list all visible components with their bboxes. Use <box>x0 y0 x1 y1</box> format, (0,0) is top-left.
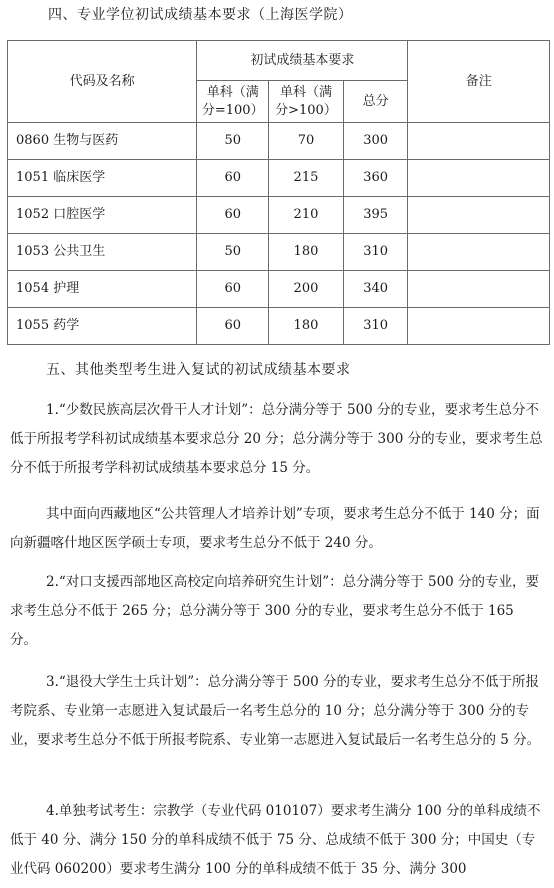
header-code-name: 代码及名称 <box>8 41 197 123</box>
header-single-gt100 <box>269 81 344 123</box>
row-name: 1054 护理 <box>8 271 197 308</box>
header-single-100-line1: 单科（满 <box>206 84 259 100</box>
row-name: 1055 药学 <box>8 308 197 345</box>
paragraph-tibet-xinjiang: 其中面向西藏地区“公共管理人才培养计划”专项，要求考生总分不低于 140 分；面向新疆喀什地区医学硕士专项，要求考生总分不低于 240 分。 <box>10 506 540 551</box>
row-single-gt100: 200 <box>269 271 344 308</box>
row-note <box>408 271 550 308</box>
row-note <box>408 123 550 160</box>
row-name: 1053 公共卫生 <box>8 234 197 271</box>
header-single-100-line2: 分=100） <box>201 102 264 118</box>
header-single-gt100-line1: 单科（满 <box>279 84 332 100</box>
row-single-100: 60 <box>197 197 269 234</box>
header-single-100 <box>197 81 269 123</box>
row-total: 310 <box>343 234 408 271</box>
row-note <box>408 197 550 234</box>
row-note <box>408 234 550 271</box>
row-note <box>408 160 550 197</box>
row-single-gt100: 215 <box>269 160 344 197</box>
header-total: 总分 <box>343 81 408 123</box>
row-single-100: 60 <box>197 160 269 197</box>
row-total: 300 <box>343 123 408 160</box>
table-row <box>8 197 550 234</box>
row-total: 340 <box>343 271 408 308</box>
row-single-gt100: 210 <box>269 197 344 234</box>
row-note <box>408 308 550 345</box>
row-total: 395 <box>343 197 408 234</box>
paragraph-veteran-plan: 3.“退役大学生士兵计划”：总分满分等于 500 分的专业，要求考生总分不低于所报考院系、专业第一志愿进入复试最后一名考生总分的 10 分；总分满分等于 300 分的专业，要求考生总分不低于所报考院系、专业第一志愿进入复试最后一名考生总分的 5 分。 <box>10 674 541 748</box>
header-single-gt100-line2: 分>100） <box>275 102 337 118</box>
row-single-100: 60 <box>197 308 269 345</box>
table-row <box>8 271 550 308</box>
row-single-100: 50 <box>197 234 269 271</box>
header-score-group: 初试成绩基本要求 <box>197 41 408 81</box>
section-5-title: 五、其他类型考生进入复试的初试成绩基本要求 <box>46 362 351 378</box>
row-name: 1052 口腔医学 <box>8 197 197 234</box>
row-name: 1051 临床医学 <box>8 160 197 197</box>
row-total: 360 <box>343 160 408 197</box>
row-total: 310 <box>343 308 408 345</box>
paragraph-minority-plan: 1.“少数民族高层次骨干人才计划”：总分满分等于 500 分的专业，要求考生总分不低于所报考学科初试成绩基本要求总分 20 分；总分满分等于 300 分的专业，要求考生总分不低于所报考学科初试成绩基本要求总分 15 分。 <box>10 402 543 476</box>
table-row <box>8 234 550 271</box>
paragraph-independent-exam: 4.单独考试考生：宗教学（专业代码 010107）要求考生满分 100 分的单科成绩不低于 40 分、满分 150 分的单科成绩不低于 75 分、总成绩不低于 300 分；中国史（专业代码 060200）要求考生满分 100 分的单科成绩不低于 35 分、满分 300 <box>10 803 541 877</box>
row-single-gt100: 180 <box>269 234 344 271</box>
row-single-100: 60 <box>197 271 269 308</box>
table-row <box>8 308 550 345</box>
score-requirements-table <box>7 40 550 345</box>
row-name: 0860 生物与医药 <box>8 123 197 160</box>
row-single-gt100: 70 <box>269 123 344 160</box>
table-row <box>8 160 550 197</box>
section-4-title: 四、专业学位初试成绩基本要求（上海医学院） <box>48 7 353 23</box>
header-note: 备注 <box>408 41 550 123</box>
table-row <box>8 123 550 160</box>
row-single-gt100: 180 <box>269 308 344 345</box>
paragraph-western-support-plan: 2.“对口支援西部地区高校定向培养研究生计划”：总分满分等于 500 分的专业，要求考生总分不低于 265 分；总分满分等于 300 分的专业，要求考生总分不低于 165 分。 <box>10 574 540 648</box>
row-single-100: 50 <box>197 123 269 160</box>
